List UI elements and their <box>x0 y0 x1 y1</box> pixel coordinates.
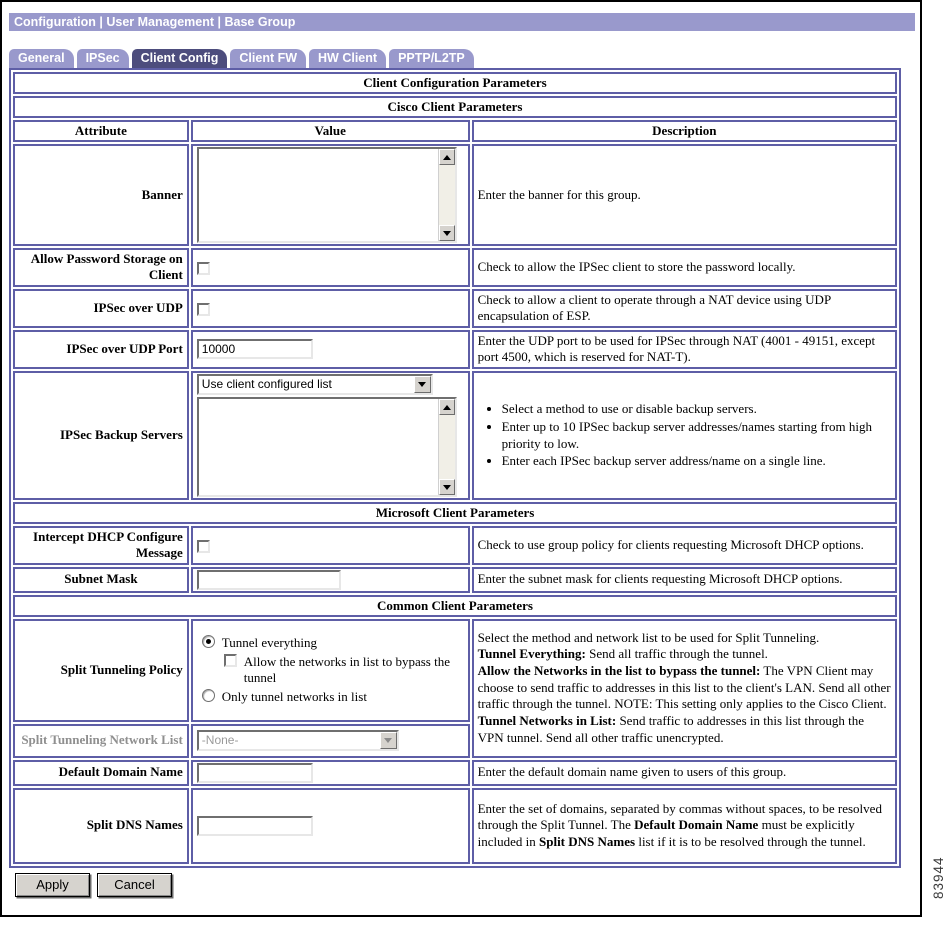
default-domain-name-label: Default Domain Name <box>13 760 189 786</box>
section-microsoft-client: Microsoft Client Parameters <box>13 502 897 524</box>
table-row-intercept-dhcp <box>13 526 897 565</box>
ipsec-over-udp-port-description: Enter the UDP port to be used for IPSec through NAT (4001 - 49151, except port 4500, which is reserved for NAT-T). <box>472 330 897 369</box>
split-dns-names-input[interactable] <box>197 816 313 836</box>
split-tunneling-network-list-select <box>197 730 399 751</box>
section-cisco-client: Cisco Client Parameters <box>13 96 897 118</box>
option-bypass-tunnel[interactable] <box>224 654 456 687</box>
table-row <box>13 96 897 118</box>
table-row-default-domain-name <box>13 760 897 786</box>
banner-label: Banner <box>13 144 189 246</box>
client-config-table <box>9 68 901 868</box>
table-row-ipsec-over-udp-port <box>13 330 897 369</box>
ipsec-over-udp-description: Check to allow a client to operate through a NAT device using UDP encapsulation of ESP. <box>472 289 897 328</box>
ipsec-over-udp-port-label: IPSec over UDP Port <box>13 330 189 369</box>
subnet-mask-label: Subnet Mask <box>13 567 189 593</box>
bullet-item: • Enter each IPSec backup server address/name on a single line. <box>502 453 891 470</box>
chevron-down-icon[interactable] <box>414 376 431 393</box>
split-tunneling-policy-label: Split Tunneling Policy <box>13 619 189 722</box>
only-tunnel-networks-label: Only tunnel networks in list <box>221 689 367 705</box>
intercept-dhcp-description: Check to use group policy for clients requesting Microsoft DHCP options. <box>472 526 897 565</box>
tunnel-everything-radio[interactable] <box>202 635 215 648</box>
tab-general[interactable]: General <box>9 49 74 68</box>
tunnel-everything-label: Tunnel everything <box>221 634 317 650</box>
column-header-value: Value <box>191 120 470 142</box>
ipsec-backup-servers-label: IPSec Backup Servers <box>13 371 189 500</box>
table-row-banner <box>13 144 897 246</box>
banner-textarea[interactable] <box>197 147 457 243</box>
chevron-down-icon <box>380 732 397 749</box>
breadcrumb <box>9 13 915 31</box>
scroll-down-icon[interactable] <box>439 479 455 495</box>
bypass-tunnel-label: Allow the networks in list to bypass the tunnel <box>243 653 450 685</box>
table-row-ipsec-over-udp <box>13 289 897 328</box>
split-tunneling-network-list-label: Split Tunneling Network List <box>13 724 189 758</box>
subnet-mask-input[interactable] <box>197 570 341 590</box>
intercept-dhcp-label: Intercept DHCP Configure Message <box>13 526 189 565</box>
tab-client-fw[interactable]: Client FW <box>230 49 306 68</box>
scrollbar[interactable] <box>438 149 455 241</box>
table-row <box>13 502 897 524</box>
bypass-tunnel-checkbox[interactable] <box>224 654 237 667</box>
section-common-client: Common Client Parameters <box>13 595 897 617</box>
backup-servers-bullets <box>502 401 891 470</box>
bullet-item: • Select a method to use or disable backup servers. <box>502 401 891 418</box>
allow-password-storage-description: Check to allow the IPSec client to store the password locally. <box>472 248 897 287</box>
tab-ipsec[interactable]: IPSec <box>77 49 129 68</box>
allow-password-storage-checkbox[interactable] <box>197 262 210 275</box>
tab-bar <box>9 49 920 68</box>
intercept-dhcp-checkbox[interactable] <box>197 540 210 553</box>
ipsec-backup-servers-description <box>472 371 897 500</box>
option-tunnel-everything[interactable] <box>202 635 464 651</box>
default-domain-name-description: Enter the default domain name given to users of this group. <box>472 760 897 786</box>
table-row-split-tunneling-policy <box>13 619 897 722</box>
allow-password-storage-label: Allow Password Storage on Client <box>13 248 189 287</box>
apply-button[interactable]: Apply <box>15 873 90 897</box>
backup-servers-textarea[interactable] <box>197 397 457 497</box>
backup-servers-select[interactable] <box>197 374 433 395</box>
only-tunnel-networks-radio[interactable] <box>202 689 215 702</box>
cancel-button[interactable]: Cancel <box>97 873 172 897</box>
scrollbar[interactable] <box>438 399 455 495</box>
split-dns-names-description: Enter the set of domains, separated by commas without spaces, to be resolved through the Split Tunnel. The Default Domain Name must be explicitly included in Split DNS Names list if it is to be resolved through the tunnel. <box>472 788 897 864</box>
table-row <box>13 595 897 617</box>
network-list-selected-value: -None- <box>201 733 239 747</box>
table-row-split-dns-names <box>13 788 897 864</box>
column-header-attribute: Attribute <box>13 120 189 142</box>
scroll-down-icon[interactable] <box>439 225 455 241</box>
column-header-description: Description <box>472 120 897 142</box>
button-row <box>15 873 920 897</box>
scroll-up-icon[interactable] <box>439 399 455 415</box>
table-row-subnet-mask <box>13 567 897 593</box>
bullet-item: • Enter up to 10 IPSec backup server addresses/names starting from high priority to low. <box>502 419 891 452</box>
tab-pptp-l2tp[interactable]: PPTP/L2TP <box>389 49 474 68</box>
table-row <box>13 120 897 142</box>
tab-client-config[interactable]: Client Config <box>132 49 228 68</box>
split-dns-names-label: Split DNS Names <box>13 788 189 864</box>
ipsec-over-udp-checkbox[interactable] <box>197 303 210 316</box>
table-row <box>13 72 897 94</box>
table-row-ipsec-backup-servers <box>13 371 897 500</box>
ipsec-over-udp-label: IPSec over UDP <box>13 289 189 328</box>
banner-description: Enter the banner for this group. <box>472 144 897 246</box>
breadcrumb-text: Configuration | User Management | Base Group <box>14 15 296 29</box>
default-domain-name-input[interactable] <box>197 763 313 783</box>
ipsec-over-udp-port-input[interactable] <box>197 339 313 359</box>
page-title: Client Configuration Parameters <box>13 72 897 94</box>
split-tunneling-description: Select the method and network list to be used for Split Tunneling. Tunnel Everything: Send all traffic through the tunnel. Allow the Networks in the list to bypass the tunnel: The VPN Client may choose to send traffic to addresses in this list to the client's LAN. Send all other traffic through the tunnel. NOTE: This setting only applies to the Cisco Client. Tunnel Networks in List: Send traffic to addresses in this list through the VPN tunnel. Send all other traffic unencrypted. <box>472 619 897 758</box>
backup-servers-selected-value: Use client configured list <box>201 377 332 391</box>
figure-number: 83944 <box>931 856 946 899</box>
subnet-mask-description: Enter the subnet mask for clients requesting Microsoft DHCP options. <box>472 567 897 593</box>
table-row-allow-password-storage <box>13 248 897 287</box>
scroll-up-icon[interactable] <box>439 149 455 165</box>
option-only-tunnel-networks[interactable] <box>202 689 464 705</box>
tab-hw-client[interactable]: HW Client <box>309 49 386 68</box>
